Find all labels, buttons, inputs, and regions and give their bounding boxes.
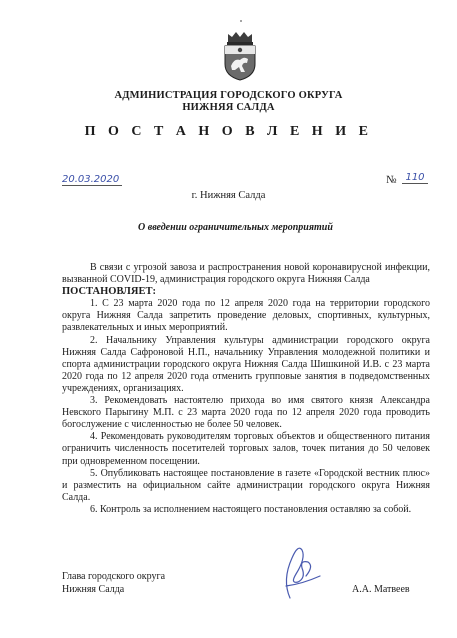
document-date: 20.03.2020 bbox=[62, 174, 122, 186]
decides-heading: ПОСТАНОВЛЯЕТ: bbox=[62, 286, 156, 298]
item-3: 3. Рекомендовать настоятелю прихода во имя святого князя Александра Невского Парыгину М.П. с 23 марта 2020 года по 12 апреля 2020 года проводить богослужение с численностью не более 50 человек. bbox=[62, 395, 430, 431]
signatory-position bbox=[62, 570, 165, 596]
coat-of-arms-icon bbox=[220, 30, 260, 82]
position-line1: Глава городского округа bbox=[62, 571, 166, 582]
signatory-name: А.А. Матвеев bbox=[352, 584, 410, 595]
scan-dot bbox=[240, 20, 242, 22]
document-body bbox=[62, 262, 430, 516]
city-line: г. Нижняя Салда bbox=[191, 190, 266, 201]
document-number: 110 bbox=[402, 172, 428, 184]
intro-paragraph: В связи с угрозой завоза и распространения новой коронавирусной инфекции, вызванной COVID-19, администрация городского округа Нижняя Салда bbox=[62, 262, 430, 286]
position-line2: Нижняя Салда bbox=[62, 584, 125, 595]
document-subject: О введении ограничительных мероприятий bbox=[138, 222, 333, 233]
item-5: 5. Опубликовать настоящее постановление в газете «Городской вестник плюс» и разместить на официальном сайте администрации городского округа Нижняя Салда. bbox=[62, 467, 430, 503]
handwritten-signature bbox=[262, 540, 332, 600]
org-name-line2: НИЖНЯЯ САЛДА bbox=[182, 102, 275, 113]
org-name-line1: АДМИНИСТРАЦИЯ ГОРОДСКОГО ОКРУГА bbox=[114, 90, 343, 101]
item-6: 6. Контроль за исполнением настоящего постановления оставляю за собой. bbox=[90, 503, 412, 515]
item-2: 2. Начальнику Управления культуры администрации городского округа Нижняя Салда Сафроновой Н.П., начальнику Управления молодежной политики и спорта администрации городского округа Нижняя Салда Шишкиной И.В. с 23 марта 2020 года по 12 апреля 2020 года отменить групповые занятия в подведомственных учреждениях, организациях. bbox=[62, 334, 430, 394]
document-type: П О С Т А Н О В Л Е Н И Е bbox=[84, 124, 373, 139]
item-4: 4. Рекомендовать руководителям торговых объектов и общественного питания ограничить численность посетителей торговых залов, точек питания до 50 человек при одновременном посещении. bbox=[62, 431, 430, 467]
item-1: 1. С 23 марта 2020 года по 12 апреля 2020 года на территории городского округа Нижняя Салда запретить проведение деловых, спортивных, культурных, развлекательных и иных мероприятий. bbox=[62, 298, 430, 334]
number-label: № bbox=[386, 174, 397, 186]
